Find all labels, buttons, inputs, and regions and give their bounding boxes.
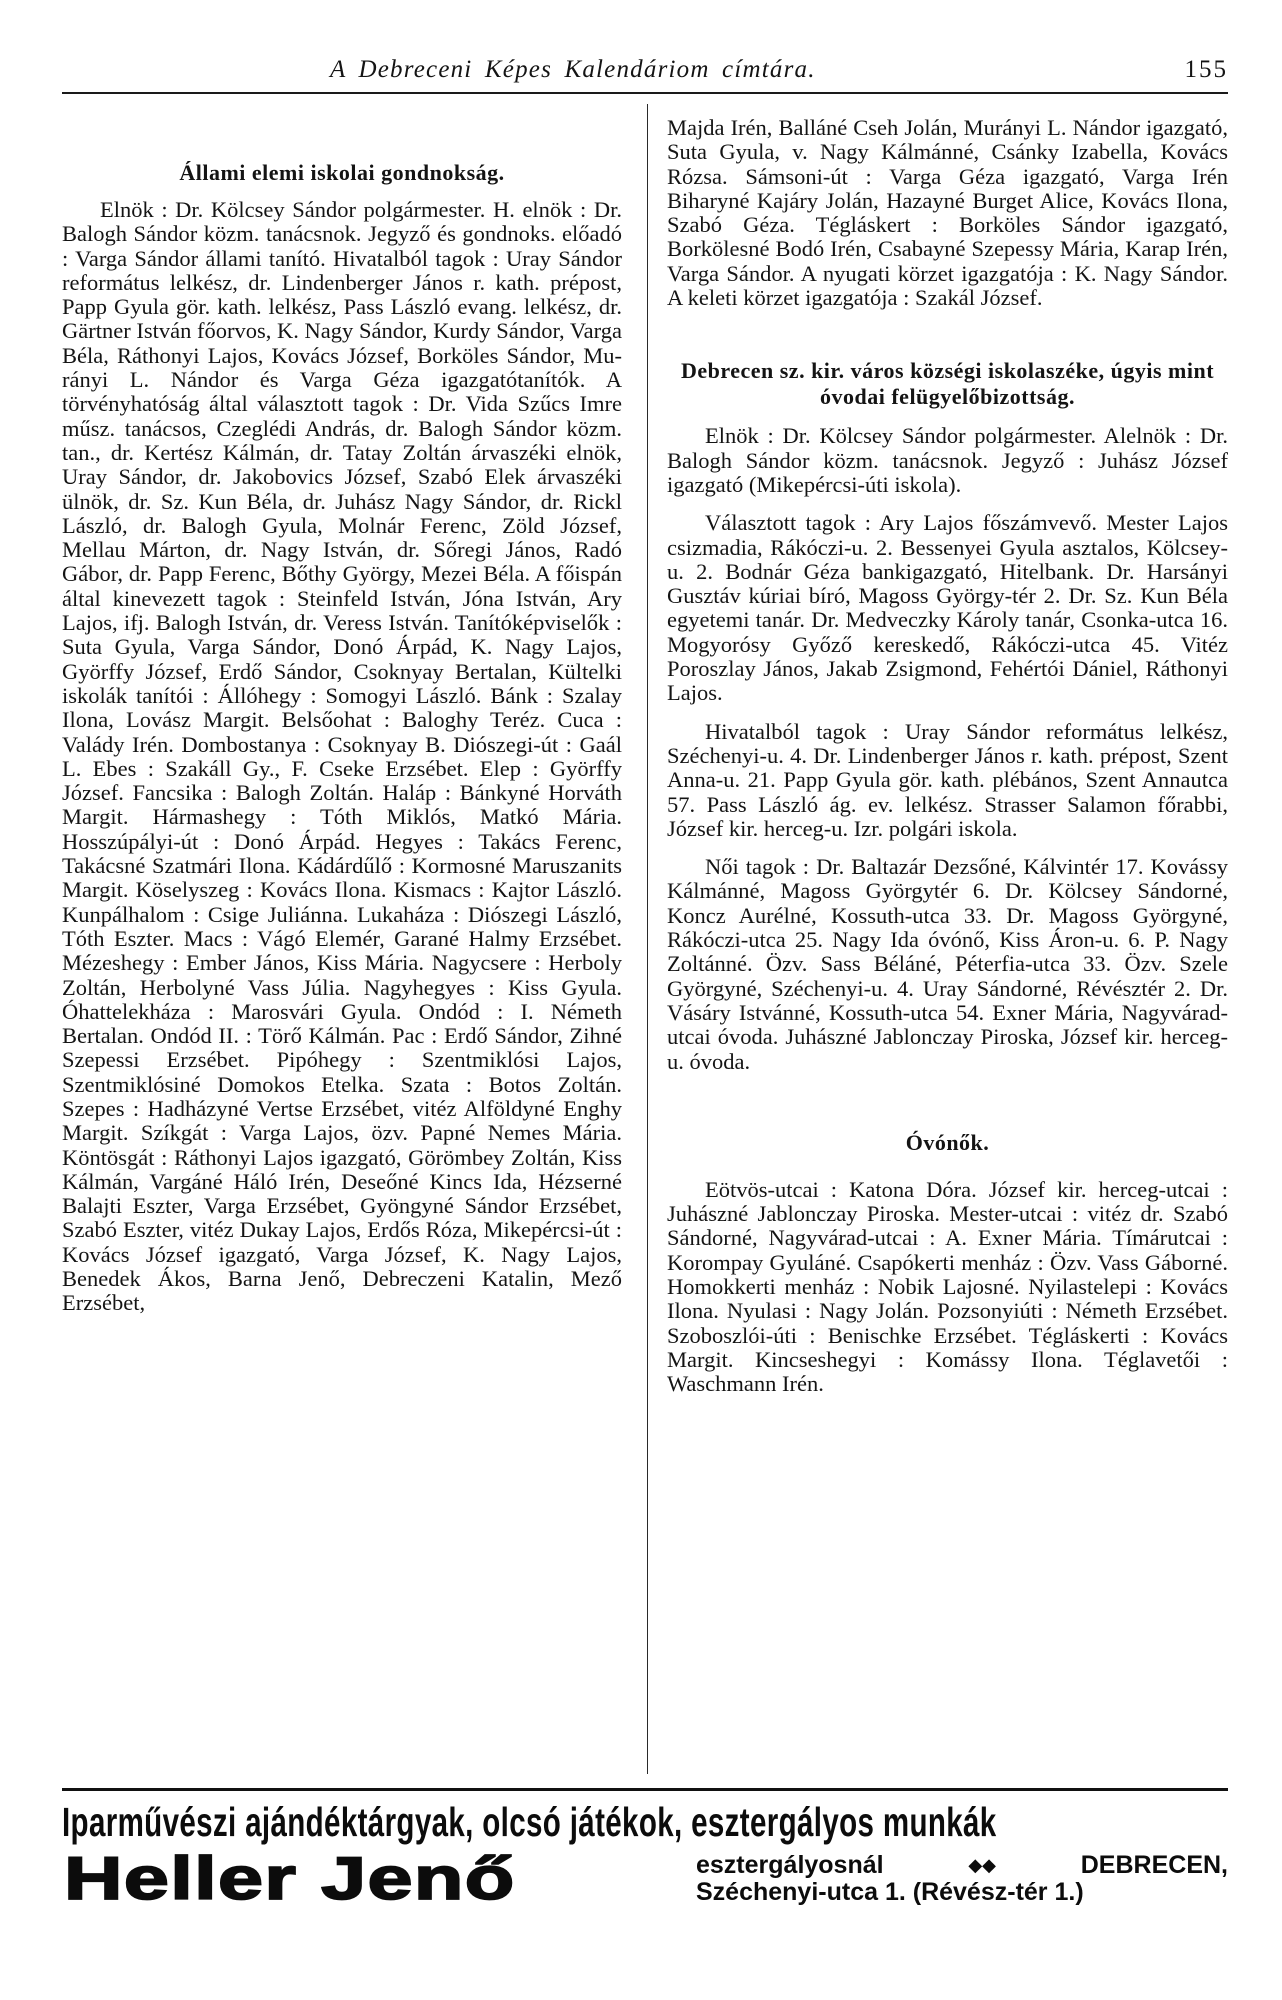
heading-kindergarten-teachers: Óvónők. — [905, 1129, 990, 1155]
column-divider — [647, 104, 648, 1774]
paragraph-ex-officio-members: Hivatalból tagok : Uray Sándor református lelkész, Széchenyi-u. 4. Dr. Lindenberger János r. kath. prépost, Szent Anna-u. 21. Papp Gyula gör. kath. plébános, Szent Annautca 57. Pass László ág. ev. lelkész. Strasser Salamon főrabbi, József kir. herceg-u. Izr. polgári iskola. — [667, 718, 1228, 841]
advertisement — [62, 1798, 1228, 1912]
right-column — [667, 104, 1228, 1396]
ad-street: Széchenyi-utca 1. (Révész-tér 1.) — [696, 1878, 1084, 1906]
ad-brand-name: Heller Jenő — [64, 1845, 516, 1912]
ad-trade: esztergályosnál — [696, 1851, 884, 1879]
ad-city: DEBRECEN, — [1080, 1851, 1228, 1879]
ad-address-line-1 — [696, 1852, 1228, 1879]
running-title: A Debreceni Képes Kalendáriom címtára. — [330, 56, 816, 83]
paragraph-female-members: Női tagok : Dr. Baltazár Dezsőné, Kálvintér 17. Kovássy Kálmánné, Magoss Györgytér 6. Dr. Kölcsey Sándorné, Koncz Aurélné, Kossuth-utca 33. Dr. Magoss Györgyné, Rákóczi-utca 25. Nagy Ida óvónő, Kiss Áron-u. 6. P. Nagy Zoltánné. Özv. Sass Béláné, Péterfia-utca 33. Özv. Szele Györgyné, Széchenyi-u. 4. Uray Sándorné, Révésztér 2. Dr. Vásáry Istvánné, Kossuth-utca 54. Exner Mária, Nagyvárad-utcai óvoda. Juhászné Jablonczay Piroska, József kir. herceg-u. óvoda. — [667, 854, 1228, 1074]
paragraph-kindergarten-teachers: Eötvös-utcai : Katona Dóra. József kir. herceg-utcai : Juhászné Jablonczay Piroska. Mester-utcai : vitéz dr. Szabó Sándorné, Nagyvárad-utcai : A. Exner Mária. Tímárutcai : Korompay Gyuláné. Csapókerti menház : Özv. Vass Gáborné. Homokkerti menház : Nobik Lajosné. Nyilastelepi : Kovács Ilona. Nyulasi : Nagy Jolán. Pozsonyiúti : Németh Erzsébet. Szoboszlói-úti : Benischke Erzsébet. Tégláskerti : Kovács Margit. Kincseshegyi : Komássy Ilona. Téglavetői : Waschmann Irén. — [667, 1176, 1228, 1397]
paragraph-elected-members: Választott tagok : Ary Lajos főszámvevő. Mester Lajos csizmadia, Rákóczi-u. 2. Bessenyei Gyula asztalos, Kölcsey-u. 2. Bodnár Géza bankigazgató, Hitelbank. Dr. Harsányi Gusztáv kúriai bíró, Magoss György-tér 2. Dr. Sz. Kun Béla egyetemi tanár. Dr. Medveczky Károly tanár, Csonka-utca 16. Mogyorósy Győző kereskedő, Rákóczi-utca 45. Vitéz Poroszlay János, Jakab Zsigmond, Fehértói Dániel, Ráthonyi Lajos. — [667, 510, 1228, 706]
ad-tagline: Iparművészi ajándéktárgyak, olcsó játékok, esztergályos munkák — [62, 1799, 997, 1845]
heading-municipal-school-board: Debrecen sz. kir. város községi iskolaszéke, úgyis mint óvodai felügyelőbizottság. — [680, 358, 1215, 410]
running-header — [62, 56, 1228, 90]
paragraph-board-officers: Elnök : Dr. Kölcsey Sándor polgármester. Alelnök : Dr. Balogh Sándor közm. tanácsnok. Jegyző : Juhász József igazgató (Mikepércsi-úti iskola). — [667, 423, 1228, 497]
page-number: 155 — [1184, 56, 1228, 83]
paragraph-state-school-board: Elnök : Dr. Kölcsey Sándor polgármester. H. elnök : Dr. Balogh Sándor közm. tanácsnok. Jegyző és gondnoks. előadó : Varga Sándor állami tanító. Hivatalból tagok : Uray Sándor református lelkész, dr. Lindenberger János r. kath. prépost, Papp Gyula gör. kath. lelkész, Pass László evang. lelkész, dr. Gärtner István főorvos, K. Nagy Sándor, Kurdy Sándor, Varga Béla, Ráthonyi Lajos, Kovács József, Borköles Sándor, Murányi L. Nándor és Varga Géza igazgatótanítók. A törvényhatóság által választott tagok : Dr. Vida Szűcs Imre műsz. tanácsos, Czeglédi András, dr. Balogh Sándor közm. tan., dr. Kertész Kálmán, dr. Tatay Zoltán árvaszéki elnök, Uray Sándor, dr. Jakobovics József, Szabó Elek árvaszéki ülnök, dr. Sz. Kun Béla, dr. Juhász Nagy Sándor, dr. Rickl László, dr. Balogh Gyula, Molnár Ferenc, Zöld József, Mellau Márton, dr. Nagy István, dr. Sőregi János, Radó Gábor, dr. Papp Ferenc, Bőthy György, Mezei Béla. A főispán által kinevezett tagok : Steinfeld István, Jóna István, Ary Lajos, ifj. Balogh István, dr. Veress István. Tanítóképviselők : Suta Gyula, Varga Sándor, Donó Árpád, K. Nagy Lajos, Györffy József, Erdő Sándor, Csoknyay Bertalan, Kültelki iskolák tanítói : Állóhegy : Somogyi László. Bánk : Szalay Ilona, Lovász Margit. Belsőohat : Baloghy Teréz. Cuca : Valády Irén. Dombostanya : Csoknyay B. Diószegi-út : Gaál L. Ebes : Szakáll Gy., F. Cseke Erzsébet. Elep : Györffy József. Fancsika : Balogh Zoltán. Haláp : Bánkyné Horváth Margit. Hármashegy : Tóth Miklós, Matkó Mária. Hosszúpályi-út : Donó Árpád. Hegyes : Takács Ferenc, Takácsné Szatmári Ilona. Kádárdűlő : Kormosné Maruszanits Margit. Köselyszeg : Kovács Ilona. Kismacs : Kajtor László. Kunpálhalom : Csige Juliánna. Lukaháza : Diószegi László, Tóth Eszter. Macs : Vágó Elemér, Garané Halmy Erzsébet. Mézeshegy : Ember János, Kiss Mária. Nagycsere : Herboly Zoltán, Herbolyné Vass Júlia. Nagyhegyes : Kiss Gyula. Óhattelekháza : Marosvári Gyula. Ondód : I. Németh Bertalan. Ondód II. : Törő Kálmán. Pac : Erdő Sándor, Zihné Szepessi Erzsébet. Pipóhegy : Szentmiklósi Lajos, Szentmiklósiné Domokos Etelka. Szata : Botos Zoltán. Szepes : Hadházyné Vertse Erzsébet, vitéz Alföldyné Enghy Margit. Szíkgát : Varga Lajos, özv. Papné Nemes Mária. Köntösgát : Ráthonyi Lajos igazgató, Görömbey Zoltán, Kiss Kálmán, Vargáné Háló Irén, Deseőné Kincs Ida, Hézserné Balajti Eszter, Varga Erzsébet, Gyöngyné Sándor Erzsébet, Szabó Eszter, vitéz Dukay Lajos, Erdős Róza, Mikepércsi-út : Kovács József igazgató, Varga József, K. Nagy Lajos, Benedek Ákos, Barna Jenő, Debreczeni Katalin, Mező Erzsébet, — [62, 197, 622, 1316]
ad-address — [696, 1852, 1228, 1906]
left-column — [62, 104, 622, 1316]
footer-rule — [62, 1788, 1228, 1791]
heading-state-school-board: Állami elemi iskolai gondnokság. — [179, 160, 505, 185]
diamond-ornament-icon: ◆◆ — [968, 1855, 997, 1875]
paragraph-continuation: Majda Irén, Balláné Cseh Jolán, Murányi L. Nándor igazgató, Suta Gyula, v. Nagy Kálmánné, Csánky Izabella, Kovács Rózsa. Sámsoni-út : Varga Géza igazgató, Varga Irén Biharyné Kajáry Jolán, Hazayné Burget Alice, Kovács Ilona, Szabó Géza. Tégláskert : Borköles Sándor igazgató, Borkölesné Bodó Irén, Csabayné Szepessy Mária, Karap Irén, Varga Sándor. A nyugati körzet igazgatója : K. Nagy Sándor. A keleti körzet igazgatója : Szakál József. — [667, 115, 1228, 311]
header-rule — [62, 92, 1228, 94]
ad-address-line-2 — [696, 1879, 1228, 1906]
